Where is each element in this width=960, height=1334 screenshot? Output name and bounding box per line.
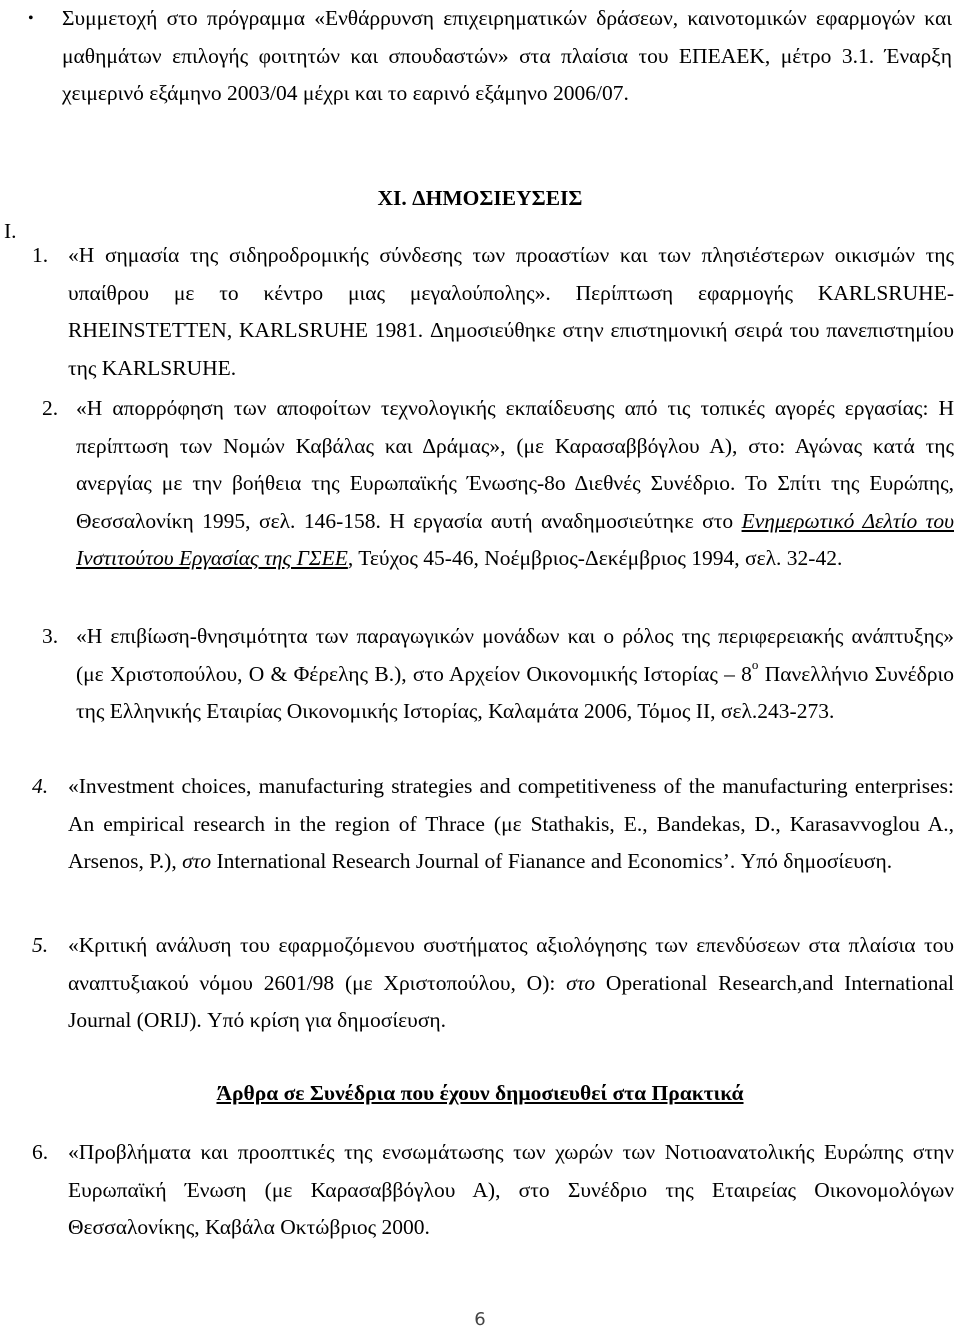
entry-number: 3. bbox=[42, 624, 59, 648]
entry-text-part: «Η απορρόφηση των αποφοίτων τεχνολογικής εκπαίδευσης από τις τοπικές αγορές εργασίας: Η περίπτωση των Νομών Καβάλας και Δράμας», (με Καρασαββόγλου Α), στο: Αγώνας κατά της ανεργίας με την βοήθεια της Ευρωπαϊκής Ένωσης-8ο Διεθνές Συνέδριο. Το Σπίτι της Ευρώπης, Θεσσαλονίκη 1995, σελ. 146-158. Η εργασία αυτή αναδημοσιεύτηκε στο bbox=[76, 396, 954, 533]
entry-number: 1. bbox=[32, 243, 49, 267]
entry-number: 4. bbox=[32, 774, 49, 798]
entry-text-part: «Investment choices, manufacturing strategies and competitiveness of the manufacturing enterprises: An empirical research in the region of Thrace (με Stathakis, E., Bandekas, D., Karasavvoglou A., Arsenos, P.), bbox=[68, 774, 954, 873]
entry-text bbox=[76, 618, 954, 731]
section-heading: XI. ΔΗΜΟΣΙΕΥΣΕΙΣ bbox=[377, 186, 583, 210]
page-number: 6 bbox=[474, 1309, 486, 1330]
entry-text bbox=[76, 390, 954, 578]
entry-text-part: International Research Journal of Fianance and Economics’. Υπό δημοσίευση. bbox=[211, 849, 893, 873]
entry-text-part: , Τεύχος 45-46, Νοέμβριος-Δεκέμβριος 1994, σελ. 32-42. bbox=[347, 546, 843, 570]
entry-text: «Προβλήματα και προοπτικές της ενσωμάτωσης των χωρών των Νοτιοανατολικής Ευρώπης στην Ευρωπαϊκή Ένωση (με Καρασαββόγλου Α), στο Συνέδριο της Εταιρείας Οικονομολόγων Θεσσαλονίκης, Καβάλα Οκτώβριος 2000. bbox=[68, 1140, 954, 1239]
entry-number: 5. bbox=[32, 933, 49, 957]
entry-text-part: «Κριτική ανάλυση του εφαρμοζόμενου συστήματος αξιολόγησης των επενδύσεων στα πλαίσια του αναπτυξιακού νόμου 2601/98 (με Χριστοπούλου, Ο): bbox=[68, 933, 954, 995]
entry-number: 6. bbox=[32, 1140, 49, 1164]
in-word: στο bbox=[566, 970, 596, 995]
entry-number: 2. bbox=[42, 396, 59, 420]
entry-text-part: «Η επιβίωση-θνησιμότητα των παραγωγικών μονάδων και ο ρόλος της περιφερειακής ανάπτυξης» (με Χριστοπούλου, Ο & Φέρελης Β.), στο Αρχείον Οικονομικής Ιστορίας – 8 bbox=[76, 624, 954, 686]
entry-text-part: Πανελλήνιο Συνέδριο της Ελληνικής Εταιρίας Οικονομικής Ιστορίας, Καλαμάτα 2006, Τόμος ΙΙ, σελ.243-273. bbox=[76, 661, 954, 723]
bullet-text: Συμμετοχή στο πρόγραμμα «Ενθάρρυνση επιχειρηματικών δράσεων, καινοτομικών εφαρμογών και μαθημάτων επιλογής φοιτητών και σπουδαστών» στα πλαίσια του ΕΠΕΑΕΚ, μέτρο 3.1. Έναρξη χειμερινό εξάμηνο 2003/04 μέχρι και το εαρινό εξάμηνο 2006/07. bbox=[62, 6, 952, 105]
journal-title: Ενημερωτικό Δελτίο του Ινστιτούτου Εργασίας της ΓΣΕΕ bbox=[76, 508, 954, 570]
bullet-marker: • bbox=[28, 10, 34, 27]
entry-text bbox=[68, 768, 954, 881]
superscript: ο bbox=[751, 657, 759, 673]
subsection-heading: Άρθρα σε Συνέδρια που έχουν δημοσιευθεί στα Πρακτικά bbox=[216, 1081, 744, 1105]
in-word: στο bbox=[182, 849, 212, 873]
entry-text: «Η σημασία της σιδηροδρομικής σύνδεσης των προαστίων και των πλησιέστερων οικισμών της υπαίθρου με το κέντρο μιας μεγαλούπολης». Περίπτωση εφαρμογής KARLSRUHE-RHEINSTETTEN, KARLSRUHE 1981. Δημοσιεύθηκε στην επιστημονική σειρά του πανεπιστημίου της KARLSRUHE. bbox=[68, 243, 954, 380]
entry-text-part: Operational Research,and International Journal (ORIJ). Υπό κρίση για δημοσίευση. bbox=[68, 970, 954, 1032]
roman-numeral: I. bbox=[4, 219, 17, 243]
entry-text bbox=[68, 927, 954, 1040]
